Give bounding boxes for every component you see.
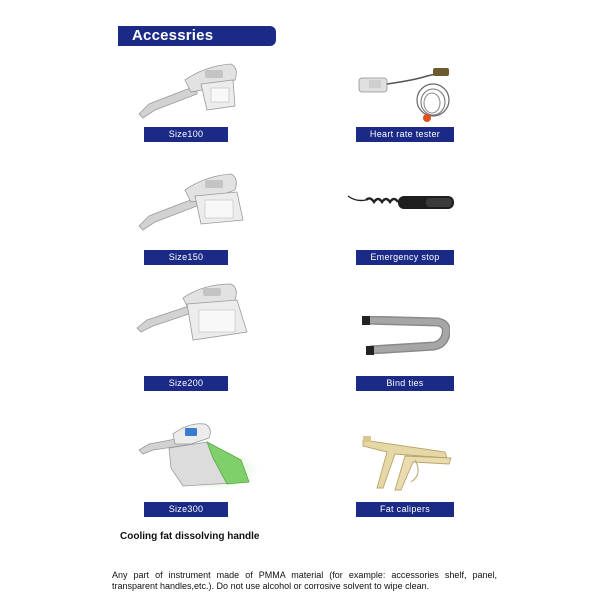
label-fat-calipers: Fat calipers [356, 502, 454, 517]
heart-rate-tester-image [355, 62, 455, 124]
handle-size100-image [135, 58, 245, 120]
handle-size300-image [135, 420, 260, 492]
pmma-note: Any part of instrument made of PMMA material (for example: accessories shelf, panel, transparent handles,etc.). Do not use alcohol or corrosive solvent to wipe clean. [112, 570, 497, 591]
section-title: Accessries [132, 27, 214, 44]
label-size200: Size200 [144, 376, 228, 391]
label-size300: Size300 [144, 502, 228, 517]
label-bind-ties: Bind ties [356, 376, 454, 391]
label-size150: Size150 [144, 250, 228, 265]
bind-ties-image [358, 316, 450, 358]
label-heart-rate-tester: Heart rate tester [356, 127, 454, 142]
section-header [118, 26, 276, 46]
handle-size200-image [133, 282, 251, 348]
label-size100: Size100 [144, 127, 228, 142]
handle-size150-image [135, 170, 247, 232]
handle-caption: Cooling fat dissolving handle [120, 531, 260, 542]
emergency-stop-switch-image [346, 186, 461, 220]
label-emergency-stop-switch: Emergency stop switch [356, 250, 454, 265]
fat-calipers-image [355, 430, 455, 492]
